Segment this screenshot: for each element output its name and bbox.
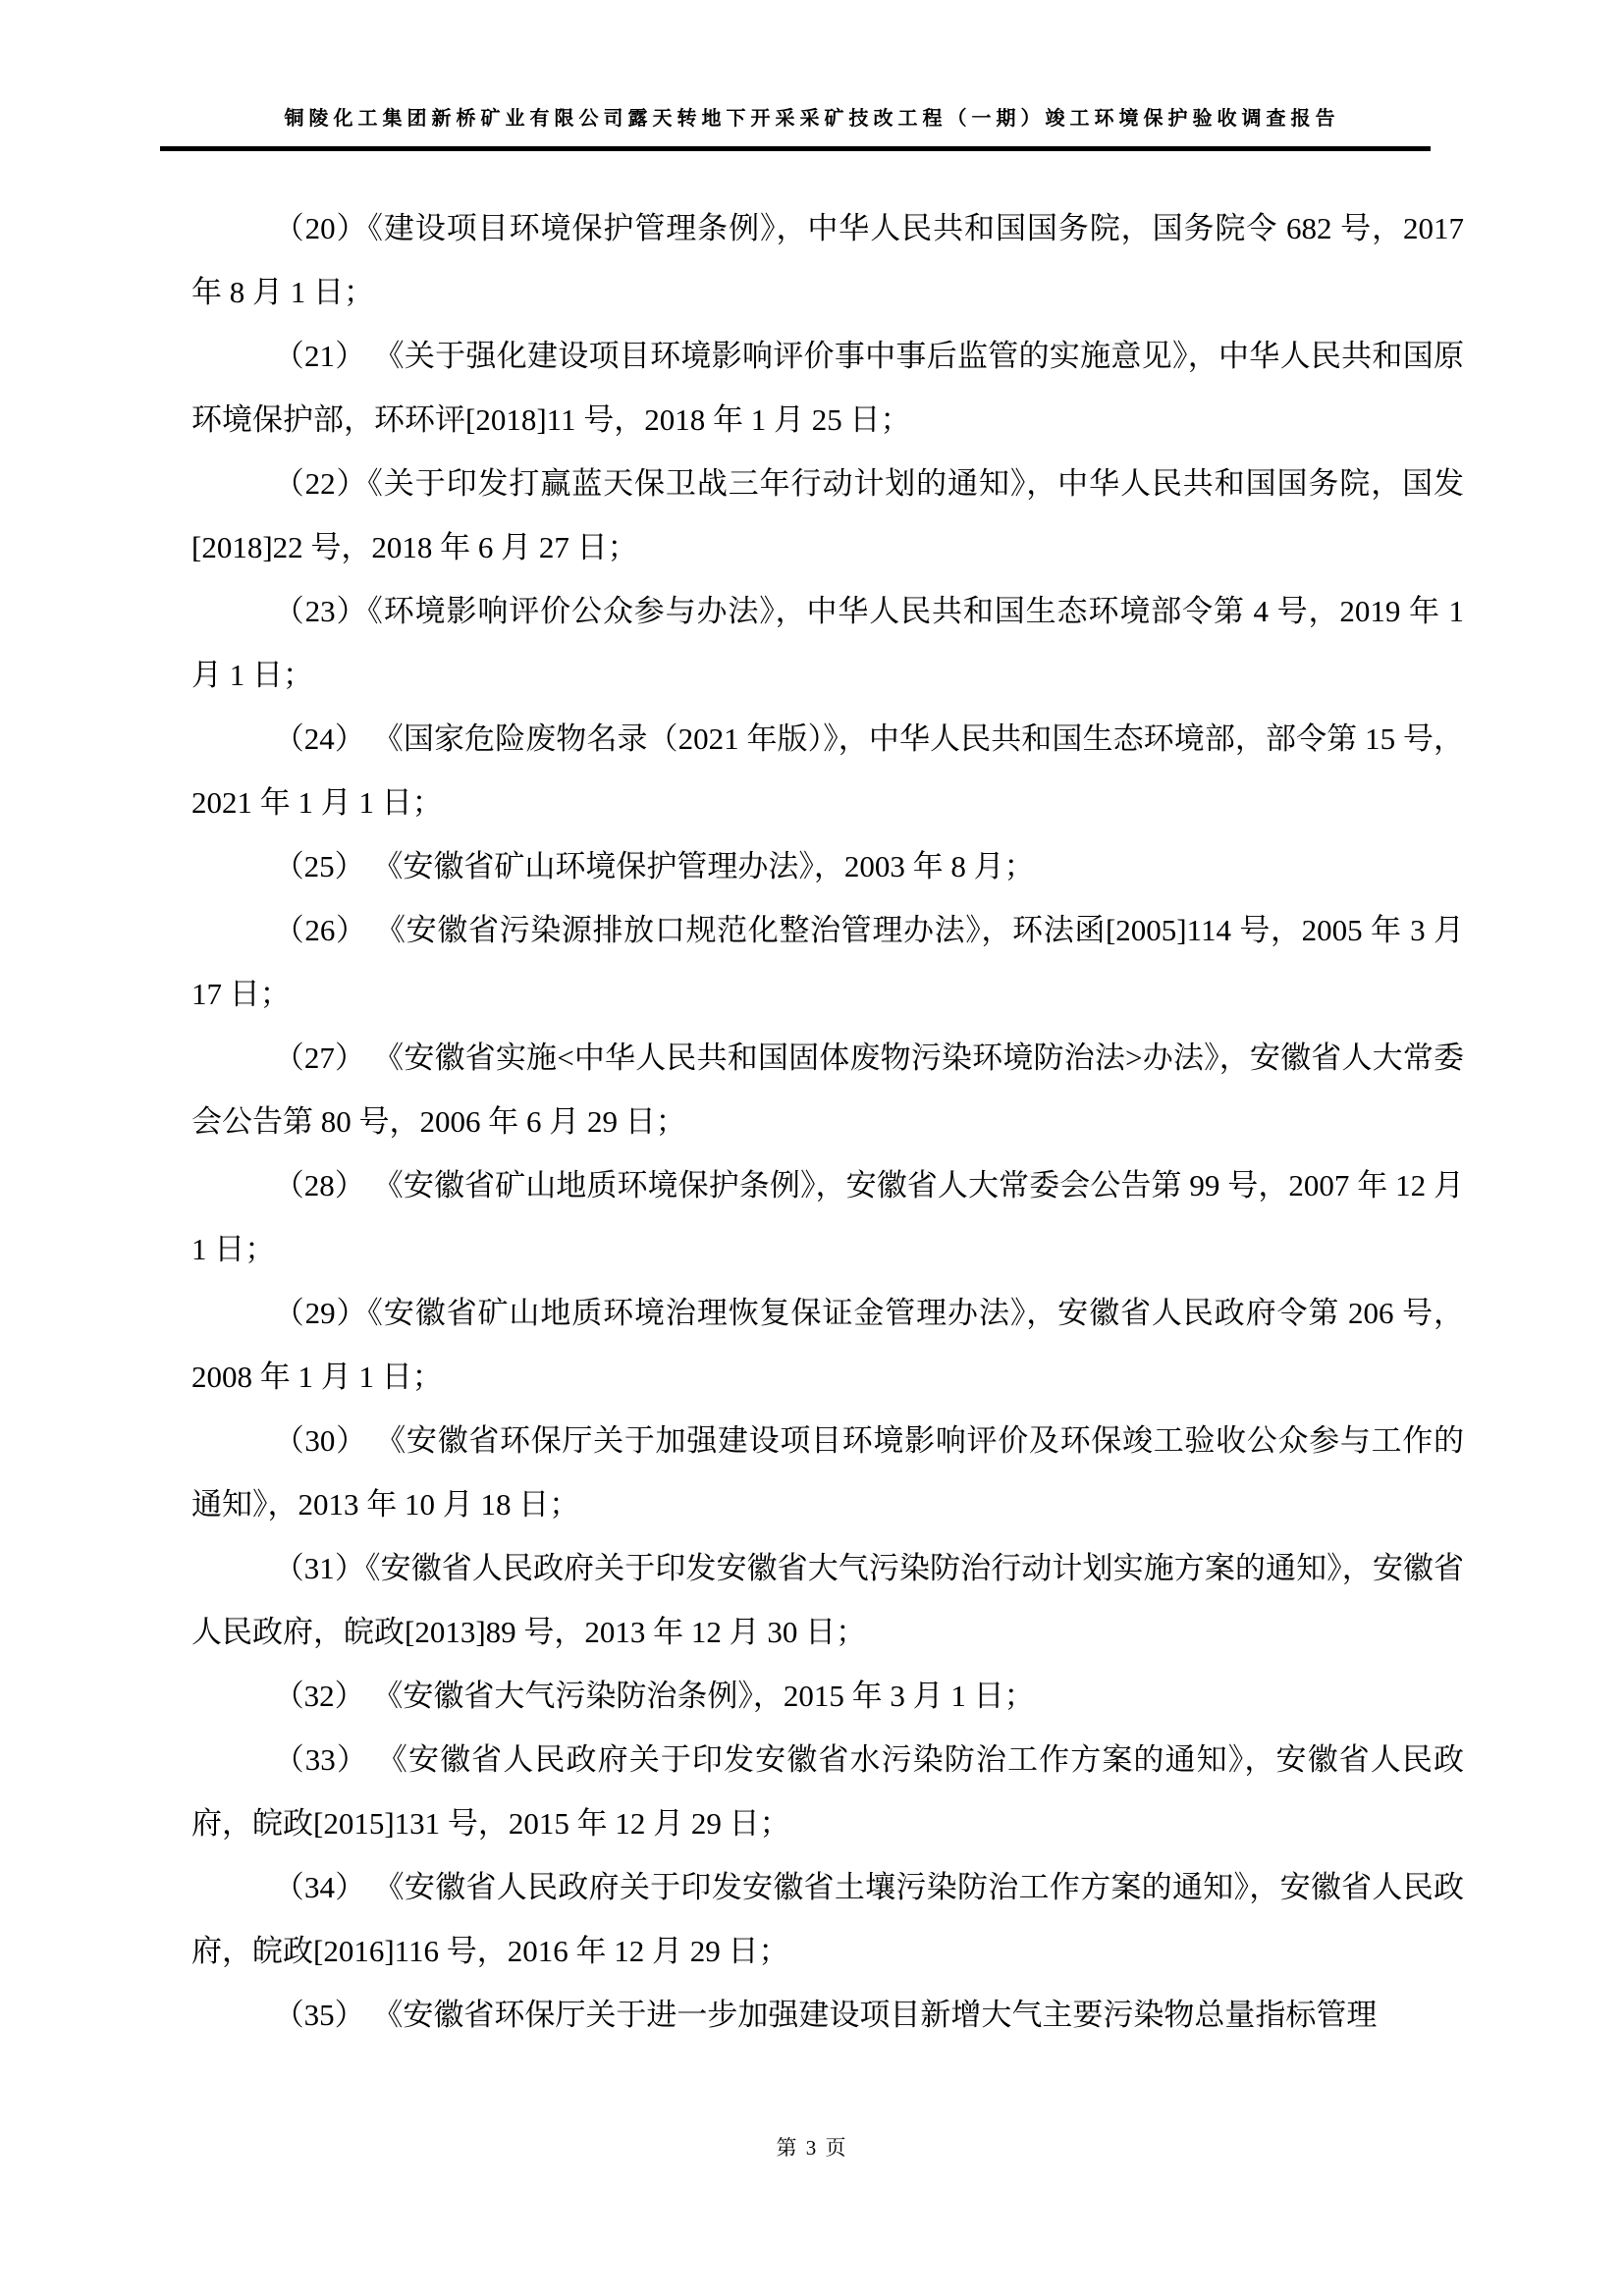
- list-item-34: （34） 《安徽省人民政府关于印发安徽省土壤污染防治工作方案的通知》，安徽省人民政府，皖政[2016]116 号，2016 年 12 月 29 日；: [191, 1870, 1464, 1968]
- list-item-22: （22）《关于印发打赢蓝天保卫战三年行动计划的通知》，中华人民共和国国务院，国发[2018]22 号，2018 年 6 月 27 日；: [191, 466, 1464, 564]
- list-item-20: （20）《建设项目环境保护管理条例》，中华人民共和国国务院，国务院令 682 号，2017 年 8 月 1 日；: [191, 211, 1464, 309]
- list-item-28: （28） 《安徽省矿山地质环境保护条例》，安徽省人大常委会公告第 99 号，2007 年 12 月 1 日；: [191, 1168, 1464, 1266]
- list-item-21: （21） 《关于强化建设项目环境影响评价事中事后监管的实施意见》，中华人民共和国原环境保护部，环环评[2018]11 号，2018 年 1 月 25 日；: [191, 339, 1464, 437]
- list-item-26: （26） 《安徽省污染源排放口规范化整治管理办法》，环法函[2005]114 号，2005 年 3 月 17 日；: [191, 913, 1464, 1011]
- list-item-31: （31）《安徽省人民政府关于印发安徽省大气污染防治行动计划实施方案的通知》，安徽省人民政府，皖政[2013]89 号，2013 年 12 月 30 日；: [191, 1551, 1464, 1649]
- page-header-title: 铜陵化工集团新桥矿业有限公司露天转地下开采采矿技改工程（一期）竣工环境保护验收调查报告: [284, 108, 1340, 130]
- list-item-29: （29）《安徽省矿山地质环境治理恢复保证金管理办法》，安徽省人民政府令第 206 号，2008 年 1 月 1 日；: [191, 1296, 1464, 1394]
- page-number: 第 3 页: [776, 2136, 848, 2160]
- list-item-24: （24） 《国家危险废物名录（2021 年版）》，中华人民共和国生态环境部，部令第 15 号，2021 年 1 月 1 日；: [191, 721, 1464, 820]
- list-item-27: （27） 《安徽省实施<中华人民共和国固体废物污染环境防治法>办法》，安徽省人大常委会公告第 80 号，2006 年 6 月 29 日；: [191, 1041, 1464, 1139]
- list-item-32: （32） 《安徽省大气污染防治条例》，2015 年 3 月 1 日；: [273, 1679, 1035, 1713]
- list-item-33: （33） 《安徽省人民政府关于印发安徽省水污染防治工作方案的通知》，安徽省人民政府，皖政[2015]131 号，2015 年 12 月 29 日；: [191, 1742, 1464, 1841]
- header-rule: [160, 146, 1431, 151]
- document-body: [191, 196, 1464, 2047]
- list-item-35: （35） 《安徽省环保厅关于进一步加强建设项目新增大气主要污染物总量指标管理: [273, 1998, 1378, 2032]
- list-item-30: （30） 《安徽省环保厅关于加强建设项目环境影响评价及环保竣工验收公众参与工作的通知》，2013 年 10 月 18 日；: [191, 1423, 1464, 1522]
- list-item-23: （23）《环境影响评价公众参与办法》，中华人民共和国生态环境部令第 4 号，2019 年 1 月 1 日；: [191, 594, 1464, 692]
- list-item-25: （25） 《安徽省矿山环境保护管理办法》，2003 年 8 月；: [273, 849, 1035, 883]
